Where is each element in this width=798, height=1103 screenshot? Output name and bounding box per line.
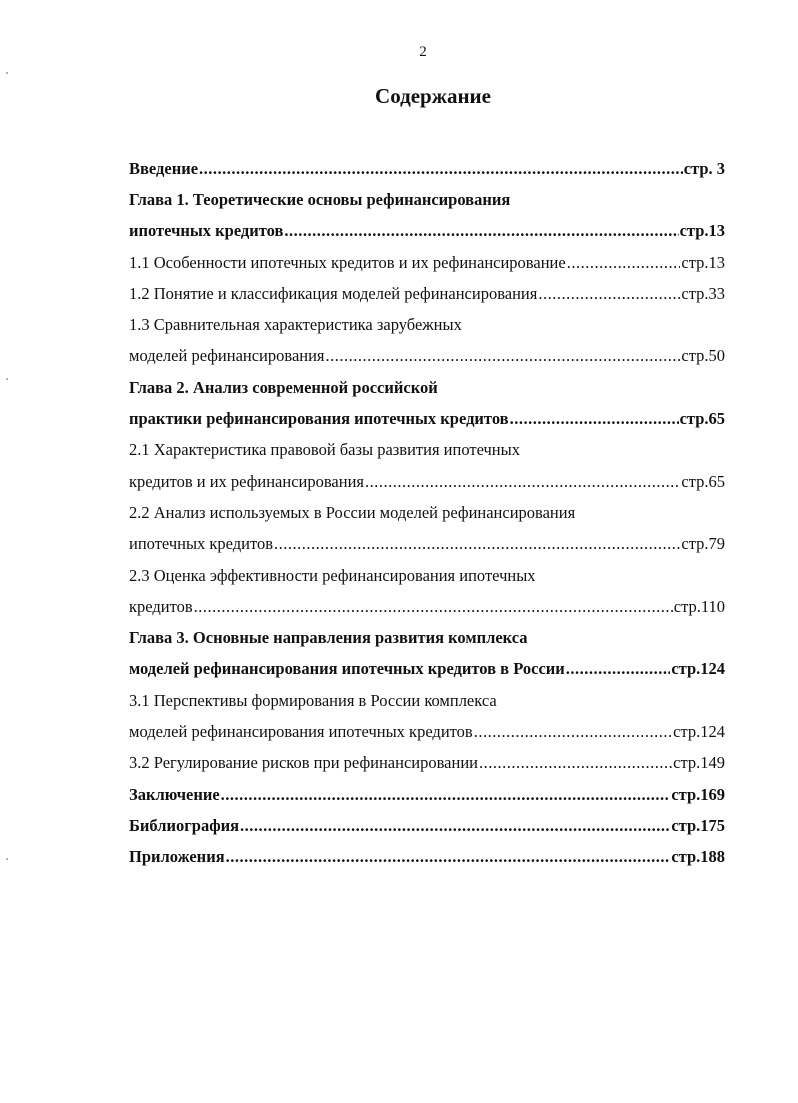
scan-mark — [6, 858, 8, 860]
toc-entry — [129, 184, 725, 215]
toc-dot-leader — [274, 534, 680, 554]
toc-entry — [129, 435, 725, 466]
toc-entry — [129, 153, 725, 184]
toc-entry — [129, 591, 725, 622]
toc-entry-page: стр.169 — [671, 784, 725, 804]
toc-entry-title: кредитов и их рефинансирования — [129, 471, 364, 491]
toc-entry-title: ипотечных кредитов — [129, 221, 284, 241]
toc-entry-title: Приложения — [129, 847, 225, 867]
toc-entry-title: кредитов — [129, 596, 193, 616]
page-number: 2 — [419, 44, 427, 60]
toc-dot-leader — [510, 409, 679, 429]
table-of-contents — [129, 153, 725, 873]
toc-dot-leader — [284, 221, 678, 241]
toc-entry-page: стр.79 — [681, 534, 725, 554]
toc-entry-title: 2.3 Оценка эффективности рефинансирования ипотечных — [129, 565, 536, 585]
toc-entry-title: 1.2 Понятие и классификация моделей рефинансирования — [129, 283, 538, 303]
toc-dot-leader — [326, 346, 681, 366]
toc-entry-title: моделей рефинансирования ипотечных кредитов — [129, 721, 473, 741]
toc-dot-leader — [474, 722, 672, 742]
toc-dot-leader — [221, 785, 671, 805]
toc-entry-page: стр.149 — [673, 753, 725, 773]
toc-entry-page: стр.65 — [681, 471, 725, 491]
toc-entry-page: стр.188 — [671, 847, 725, 867]
toc-dot-leader — [199, 159, 683, 179]
toc-entry-page: стр.124 — [671, 659, 725, 679]
toc-entry-title: 1.3 Сравнительная характеристика зарубежных — [129, 315, 462, 335]
toc-entry — [129, 403, 725, 434]
toc-dot-leader — [566, 659, 671, 679]
toc-entry — [129, 622, 725, 653]
toc-entry — [129, 466, 725, 497]
toc-entry-title: моделей рефинансирования — [129, 346, 325, 366]
toc-entry — [129, 779, 725, 810]
toc-entry-title: 2.2 Анализ используемых в России моделей рефинансирования — [129, 502, 576, 522]
toc-entry — [129, 654, 725, 685]
toc-entry-title: Глава 1. Теоретические основы рефинансирования — [129, 189, 511, 209]
toc-entry-title: Глава 3. Основные направления развития комплекса — [129, 628, 528, 648]
toc-dot-leader — [226, 847, 671, 867]
toc-dot-leader — [365, 472, 680, 492]
toc-entry-title: 3.1 Перспективы формирования в России комплекса — [129, 690, 497, 710]
toc-entry — [129, 372, 725, 403]
toc-dot-leader — [240, 816, 670, 836]
toc-entry — [129, 247, 725, 278]
toc-entry-title: Заключение — [129, 784, 220, 804]
toc-entry — [129, 529, 725, 560]
toc-entry — [129, 216, 725, 247]
toc-entry-page: стр.110 — [673, 596, 725, 616]
scan-mark — [6, 72, 8, 74]
toc-entry-page: стр.175 — [671, 815, 725, 835]
toc-entry-title: ипотечных кредитов — [129, 534, 274, 554]
toc-entry — [129, 560, 725, 591]
toc-entry-title: 1.1 Особенности ипотечных кредитов и их рефинансирование — [129, 252, 566, 272]
page-title: Содержание — [375, 84, 491, 108]
toc-entry-title: 2.1 Характеристика правовой базы развития ипотечных — [129, 440, 520, 460]
toc-entry-page: стр. 3 — [683, 158, 725, 178]
toc-entry-title: Библиография — [129, 815, 240, 835]
toc-entry — [129, 341, 725, 372]
toc-entry-page: стр.124 — [673, 721, 725, 741]
toc-entry-page: стр.33 — [681, 283, 725, 303]
toc-entry-page: стр.13 — [679, 221, 725, 241]
toc-entry — [129, 810, 725, 841]
toc-entry-title: моделей рефинансирования ипотечных кредитов в России — [129, 659, 565, 679]
toc-dot-leader — [567, 253, 681, 273]
toc-entry-title: практики рефинансирования ипотечных кредитов — [129, 409, 509, 429]
toc-entry-page: стр.65 — [679, 409, 725, 429]
toc-entry-page: стр.50 — [681, 346, 725, 366]
toc-dot-leader — [538, 284, 680, 304]
toc-entry-title: Введение — [129, 158, 199, 178]
toc-entry — [129, 685, 725, 716]
scan-mark — [6, 378, 8, 380]
toc-dot-leader — [479, 753, 672, 773]
toc-entry — [129, 309, 725, 340]
toc-entry — [129, 842, 725, 873]
toc-dot-leader — [194, 597, 673, 617]
toc-entry — [129, 716, 725, 747]
toc-entry-title: 3.2 Регулирование рисков при рефинансировании — [129, 753, 478, 773]
toc-entry — [129, 497, 725, 528]
toc-entry — [129, 278, 725, 309]
toc-entry-page: стр.13 — [681, 252, 725, 272]
toc-entry-title: Глава 2. Анализ современной российской — [129, 377, 438, 397]
toc-entry — [129, 748, 725, 779]
